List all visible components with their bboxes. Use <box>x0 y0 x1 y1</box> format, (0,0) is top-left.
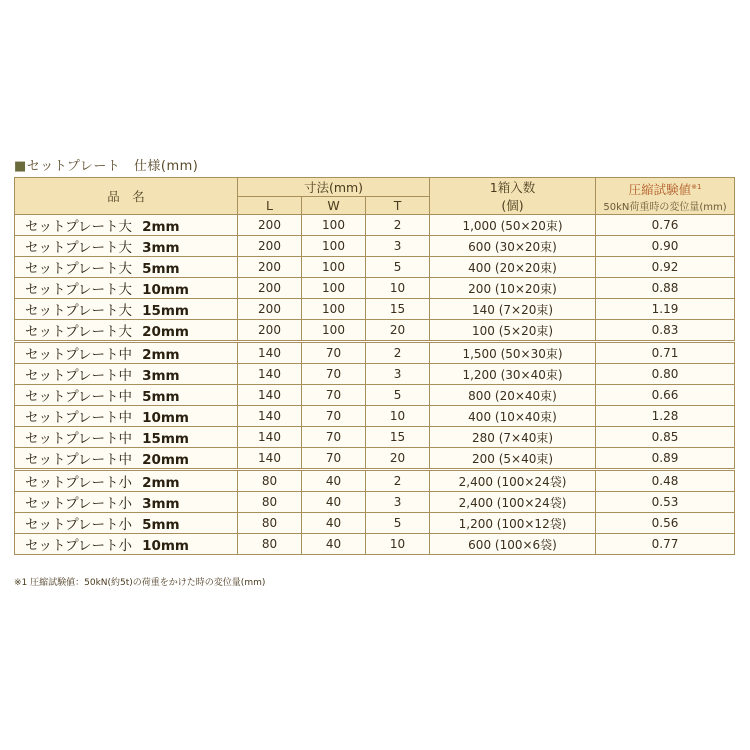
product-size: 10mm <box>142 282 189 298</box>
pressure-cell: 0.92 <box>596 257 735 278</box>
product-name: セットプレート小 <box>25 475 133 491</box>
width-cell: 100 <box>302 320 366 342</box>
product-name: セットプレート大 <box>25 240 133 256</box>
per-box-cell: 2,400 (100×24袋) <box>430 492 596 513</box>
spec-body <box>15 215 735 555</box>
length-cell: 200 <box>238 257 302 278</box>
product-name: セットプレート大 <box>25 282 133 298</box>
table-row <box>15 534 735 555</box>
length-cell: 200 <box>238 236 302 257</box>
footnote: ※1 圧縮試験値：50kN(約5t)の荷重をかけた時の変位量(mm) <box>14 578 266 588</box>
length-cell: 80 <box>238 492 302 513</box>
width-cell: 70 <box>302 406 366 427</box>
product-size: 5mm <box>142 261 180 277</box>
header-pressure-title: 圧縮試験値 <box>628 181 692 197</box>
width-cell: 40 <box>302 534 366 555</box>
product-size: 15mm <box>142 431 189 447</box>
length-cell: 200 <box>238 299 302 320</box>
pressure-cell: 0.89 <box>596 448 735 470</box>
header-w: W <box>302 197 366 215</box>
thickness-cell: 2 <box>366 342 430 364</box>
pressure-cell: 0.53 <box>596 492 735 513</box>
width-cell: 70 <box>302 364 366 385</box>
product-name-cell <box>15 320 238 342</box>
thickness-cell: 10 <box>366 406 430 427</box>
per-box-cell: 400 (10×40束) <box>430 406 596 427</box>
product-size: 5mm <box>142 389 180 405</box>
header-row-1 <box>15 178 735 197</box>
table-row <box>15 513 735 534</box>
product-name-cell <box>15 364 238 385</box>
product-name-cell <box>15 215 238 236</box>
length-cell: 140 <box>238 364 302 385</box>
per-box-cell: 1,200 (100×12袋) <box>430 513 596 534</box>
table-row <box>15 299 735 320</box>
product-size: 2mm <box>142 219 180 235</box>
product-name-cell <box>15 257 238 278</box>
table-row <box>15 470 735 492</box>
width-cell: 100 <box>302 278 366 299</box>
length-cell: 200 <box>238 320 302 342</box>
product-size: 5mm <box>142 517 180 533</box>
width-cell: 70 <box>302 448 366 470</box>
pressure-cell: 1.28 <box>596 406 735 427</box>
header-name: 品 名 <box>15 178 238 215</box>
spec-table <box>14 177 735 555</box>
product-name: セットプレート小 <box>25 517 133 533</box>
product-name: セットプレート中 <box>25 431 133 447</box>
thickness-cell: 10 <box>366 534 430 555</box>
thickness-cell: 2 <box>366 470 430 492</box>
per-box-cell: 100 (5×20束) <box>430 320 596 342</box>
header-pressure <box>596 178 735 215</box>
table-row <box>15 448 735 470</box>
product-size: 10mm <box>142 538 189 554</box>
product-name-cell <box>15 534 238 555</box>
product-name-cell <box>15 385 238 406</box>
product-size: 2mm <box>142 475 180 491</box>
table-row <box>15 427 735 448</box>
pressure-cell: 1.19 <box>596 299 735 320</box>
product-size: 2mm <box>142 347 180 363</box>
per-box-cell: 600 (30×20束) <box>430 236 596 257</box>
pressure-cell: 0.88 <box>596 278 735 299</box>
pressure-cell: 0.66 <box>596 385 735 406</box>
product-size: 20mm <box>142 452 189 468</box>
product-size: 3mm <box>142 368 180 384</box>
product-name: セットプレート大 <box>25 261 133 277</box>
table-row <box>15 278 735 299</box>
thickness-cell: 15 <box>366 427 430 448</box>
product-name: セットプレート小 <box>25 496 133 512</box>
per-box-cell: 1,500 (50×30束) <box>430 342 596 364</box>
product-name-cell <box>15 299 238 320</box>
per-box-cell: 600 (100×6袋) <box>430 534 596 555</box>
length-cell: 140 <box>238 448 302 470</box>
header-dimensions: 寸法(mm) <box>238 178 430 197</box>
product-name: セットプレート大 <box>25 219 133 235</box>
product-name-cell <box>15 513 238 534</box>
product-name: セットプレート大 <box>25 303 133 319</box>
per-box-cell: 200 (10×20束) <box>430 278 596 299</box>
header-l: L <box>238 197 302 215</box>
per-box-cell: 280 (7×40束) <box>430 427 596 448</box>
length-cell: 80 <box>238 470 302 492</box>
spec-title <box>14 155 198 174</box>
product-name-cell <box>15 448 238 470</box>
product-name-cell <box>15 278 238 299</box>
title-square-icon: ■ <box>14 159 27 174</box>
pressure-cell: 0.56 <box>596 513 735 534</box>
per-box-cell: 1,000 (50×20束) <box>430 215 596 236</box>
per-box-cell: 400 (20×20束) <box>430 257 596 278</box>
width-cell: 100 <box>302 215 366 236</box>
header-pressure-sup: ※1 <box>691 182 702 191</box>
pressure-cell: 0.77 <box>596 534 735 555</box>
length-cell: 140 <box>238 427 302 448</box>
product-name-cell <box>15 427 238 448</box>
length-cell: 200 <box>238 278 302 299</box>
table-row <box>15 236 735 257</box>
header-pressure-note: 50kN荷重時の変位量(mm) <box>603 201 727 213</box>
per-box-cell: 1,200 (30×40束) <box>430 364 596 385</box>
pressure-cell: 0.76 <box>596 215 735 236</box>
header-t: T <box>366 197 430 215</box>
table-row <box>15 320 735 342</box>
table-row <box>15 406 735 427</box>
table-row <box>15 257 735 278</box>
length-cell: 80 <box>238 534 302 555</box>
thickness-cell: 3 <box>366 364 430 385</box>
product-size: 3mm <box>142 240 180 256</box>
product-name: セットプレート大 <box>25 324 133 340</box>
pressure-cell: 0.80 <box>596 364 735 385</box>
product-name: セットプレート中 <box>25 410 133 426</box>
thickness-cell: 3 <box>366 236 430 257</box>
product-name-cell <box>15 470 238 492</box>
length-cell: 200 <box>238 215 302 236</box>
title-text: セットプレート 仕様(mm) <box>26 159 199 174</box>
thickness-cell: 20 <box>366 320 430 342</box>
product-name: セットプレート中 <box>25 347 133 363</box>
table-row <box>15 385 735 406</box>
product-name-cell <box>15 406 238 427</box>
header-per-box-line2: (個) <box>501 198 524 213</box>
length-cell: 80 <box>238 513 302 534</box>
per-box-cell: 2,400 (100×24袋) <box>430 470 596 492</box>
thickness-cell: 5 <box>366 257 430 278</box>
thickness-cell: 20 <box>366 448 430 470</box>
product-name: セットプレート小 <box>25 538 133 554</box>
pressure-cell: 0.85 <box>596 427 735 448</box>
pressure-cell: 0.90 <box>596 236 735 257</box>
product-size: 15mm <box>142 303 189 319</box>
width-cell: 40 <box>302 470 366 492</box>
product-size: 20mm <box>142 324 189 340</box>
thickness-cell: 3 <box>366 492 430 513</box>
thickness-cell: 5 <box>366 513 430 534</box>
width-cell: 100 <box>302 257 366 278</box>
product-name-cell <box>15 236 238 257</box>
per-box-cell: 800 (20×40束) <box>430 385 596 406</box>
table-row <box>15 492 735 513</box>
product-name: セットプレート中 <box>25 452 133 468</box>
width-cell: 70 <box>302 385 366 406</box>
product-size: 10mm <box>142 410 189 426</box>
width-cell: 70 <box>302 342 366 364</box>
table-row <box>15 342 735 364</box>
per-box-cell: 200 (5×40束) <box>430 448 596 470</box>
pressure-cell: 0.48 <box>596 470 735 492</box>
thickness-cell: 15 <box>366 299 430 320</box>
width-cell: 70 <box>302 427 366 448</box>
length-cell: 140 <box>238 406 302 427</box>
thickness-cell: 5 <box>366 385 430 406</box>
width-cell: 100 <box>302 236 366 257</box>
product-size: 3mm <box>142 496 180 512</box>
product-name: セットプレート中 <box>25 368 133 384</box>
thickness-cell: 2 <box>366 215 430 236</box>
pressure-cell: 0.71 <box>596 342 735 364</box>
thickness-cell: 10 <box>366 278 430 299</box>
width-cell: 40 <box>302 513 366 534</box>
header-per-box <box>430 178 596 215</box>
width-cell: 100 <box>302 299 366 320</box>
width-cell: 40 <box>302 492 366 513</box>
product-name-cell <box>15 342 238 364</box>
table-row <box>15 364 735 385</box>
table-row <box>15 215 735 236</box>
pressure-cell: 0.83 <box>596 320 735 342</box>
length-cell: 140 <box>238 385 302 406</box>
product-name: セットプレート中 <box>25 389 133 405</box>
header-per-box-line1: 1箱入数 <box>489 180 536 195</box>
length-cell: 140 <box>238 342 302 364</box>
per-box-cell: 140 (7×20束) <box>430 299 596 320</box>
product-name-cell <box>15 492 238 513</box>
